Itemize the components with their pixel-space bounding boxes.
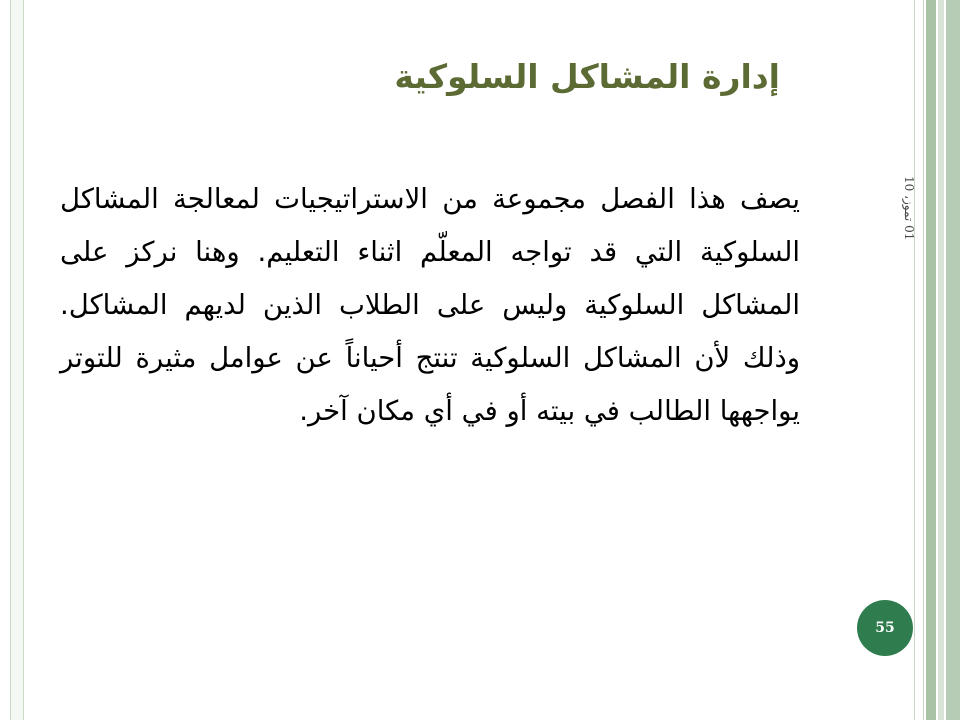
border-stripe bbox=[938, 0, 944, 720]
left-border-decoration bbox=[10, 0, 24, 720]
border-stripe bbox=[914, 0, 924, 720]
slide-title: إدارة المشاكل السلوكية bbox=[394, 57, 780, 96]
slide-body-text: يصف هذا الفصل مجموعة من الاستراتيجيات لمعالجة المشاكل السلوكية التي قد تواجه المعلّم اثناء التعليم. وهنا نركز على المشاكل السلوكية وليس على الطلاب الذين لديهم المشاكل. وذلك لأن المشاكل السلوكية تنتج أحياناً عن عوامل مثيرة للتوتر يواجهها الطالب في بيته أو في أي مكان آخر. bbox=[60, 183, 800, 427]
border-stripe bbox=[946, 0, 960, 720]
right-border-decoration bbox=[914, 0, 960, 720]
slide-date: 01 تموز، 10 bbox=[902, 175, 916, 240]
page-number-badge: 55 bbox=[857, 600, 913, 656]
border-stripe bbox=[926, 0, 936, 720]
